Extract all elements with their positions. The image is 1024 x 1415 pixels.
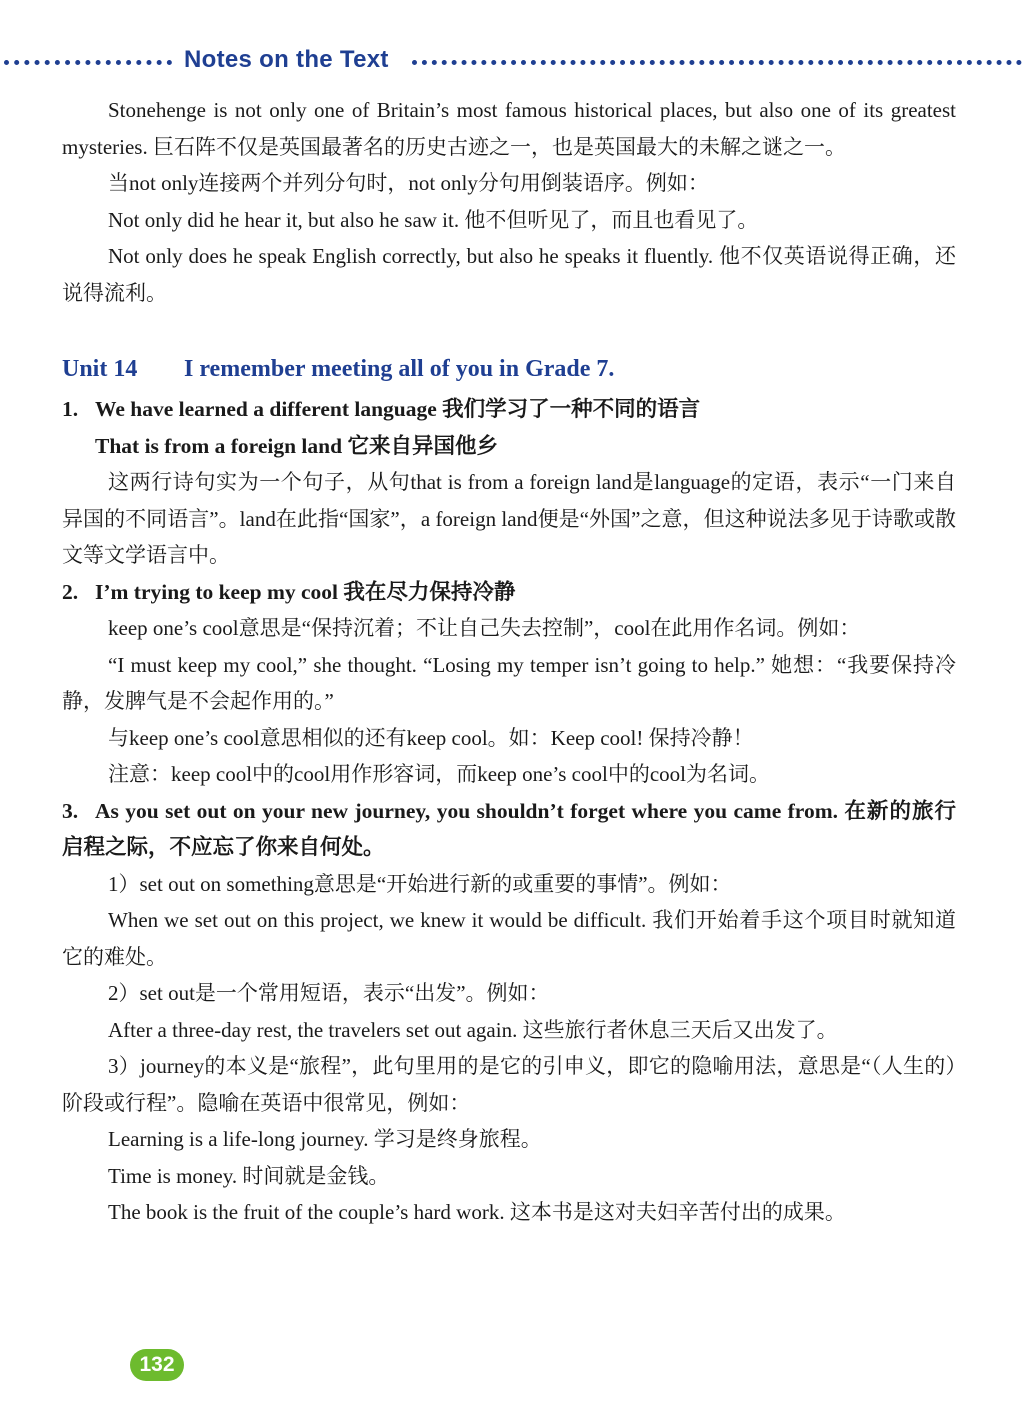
- intro-example-1: Not only did he hear it, but also he saw it. 他不但听见了，而且也看见了。: [108, 207, 759, 232]
- intro-paragraph-1: Stonehenge is not only one of Britain’s most famous historical places, but also one of its greatest mysteries. 巨石阵不仅是英国最著名的历史古迹之一，也是英国最大的未解之谜之一。: [62, 98, 956, 159]
- note-1-line-2: That is from a foreign land 它来自异国他乡: [95, 433, 498, 458]
- dotted-rule-left: [4, 60, 172, 65]
- section-title: Notes on the Text: [184, 46, 389, 73]
- note-3-heading: [62, 793, 956, 866]
- unit-heading: [62, 349, 956, 389]
- page-body: [62, 92, 956, 1231]
- note-1-explanation: 这两行诗句实为一个句子，从句that is from a foreign land是language的定语，表示“一门来自异国的不同语言”。land在此指“国家”，a foreign land便是“外国”之意，但这种说法多见于诗歌或散文等文学语言中。: [62, 470, 956, 567]
- intro-paragraph-2: 当not only连接两个并列分句时，not only分句用倒装语序。例如：: [108, 171, 709, 195]
- note-1-line-1: We have learned a different language 我们学习了一种不同的语言: [95, 397, 701, 421]
- note-3-point-2: 2）set out是一个常用短语，表示“出发”。例如：: [108, 981, 550, 1005]
- note-2-attention: 注意：keep cool中的cool用作形容词，而keep one’s cool中的cool为名词。: [108, 762, 770, 786]
- dotted-rule-right: [412, 60, 1022, 65]
- intro-example-2: Not only does he speak English correctly, but also he speaks it fluently. 他不仅英语说得正确，还说得流利。: [62, 244, 956, 305]
- page-number-badge: 132: [130, 1349, 184, 1381]
- note-2-heading: [62, 574, 956, 611]
- note-1-number: 1.: [62, 397, 79, 421]
- note-2-similar: 与keep one’s cool意思相似的还有keep cool。如：Keep cool! 保持冷静！: [108, 725, 754, 750]
- note-3-point-1: 1）set out on something意思是“开始进行新的或重要的事情”。例如：: [108, 871, 732, 896]
- note-3-example-4: Time is money. 时间就是金钱。: [108, 1163, 390, 1188]
- unit-number: Unit 14: [62, 356, 138, 382]
- note-3-example-3: Learning is a life-long journey. 学习是终身旅程。: [108, 1127, 542, 1151]
- note-2-explanation: keep one’s cool意思是“保持沉着；不让自己失去控制”，cool在此用作名词。例如：: [108, 616, 861, 640]
- note-3-title: As you set out on your new journey, you shouldn’t forget where you came from. 在新的旅行启程之际，不应忘了你来自何处。: [62, 798, 956, 859]
- note-3-point-3: 3）journey的本义是“旅程”，此句里用的是它的引申义，即它的隐喻用法，意思是“（人生的）阶段或行程”。隐喻在英语中很常见，例如：: [62, 1054, 956, 1115]
- note-2-title: I’m trying to keep my cool 我在尽力保持冷静: [95, 579, 516, 604]
- note-3-example-5: The book is the fruit of the couple’s hard work. 这本书是这对夫妇辛苦付出的成果。: [108, 1200, 846, 1224]
- note-1-heading: [62, 391, 956, 428]
- section-header: [0, 44, 1024, 78]
- note-3-example-2: After a three-day rest, the travelers set out again. 这些旅行者休息三天后又出发了。: [108, 1017, 838, 1042]
- note-2-example: “I must keep my cool,” she thought. “Losing my temper isn’t going to help.” 她想：“我要保持冷静，发脾气是不会起作用的。”: [62, 652, 956, 713]
- note-2-number: 2.: [62, 579, 79, 604]
- note-3-number: 3.: [62, 798, 79, 823]
- note-3-example-1: When we set out on this project, we knew it would be difficult. 我们开始着手这个项目时就知道它的难处。: [62, 908, 956, 969]
- unit-title: I remember meeting all of you in Grade 7.: [184, 356, 615, 382]
